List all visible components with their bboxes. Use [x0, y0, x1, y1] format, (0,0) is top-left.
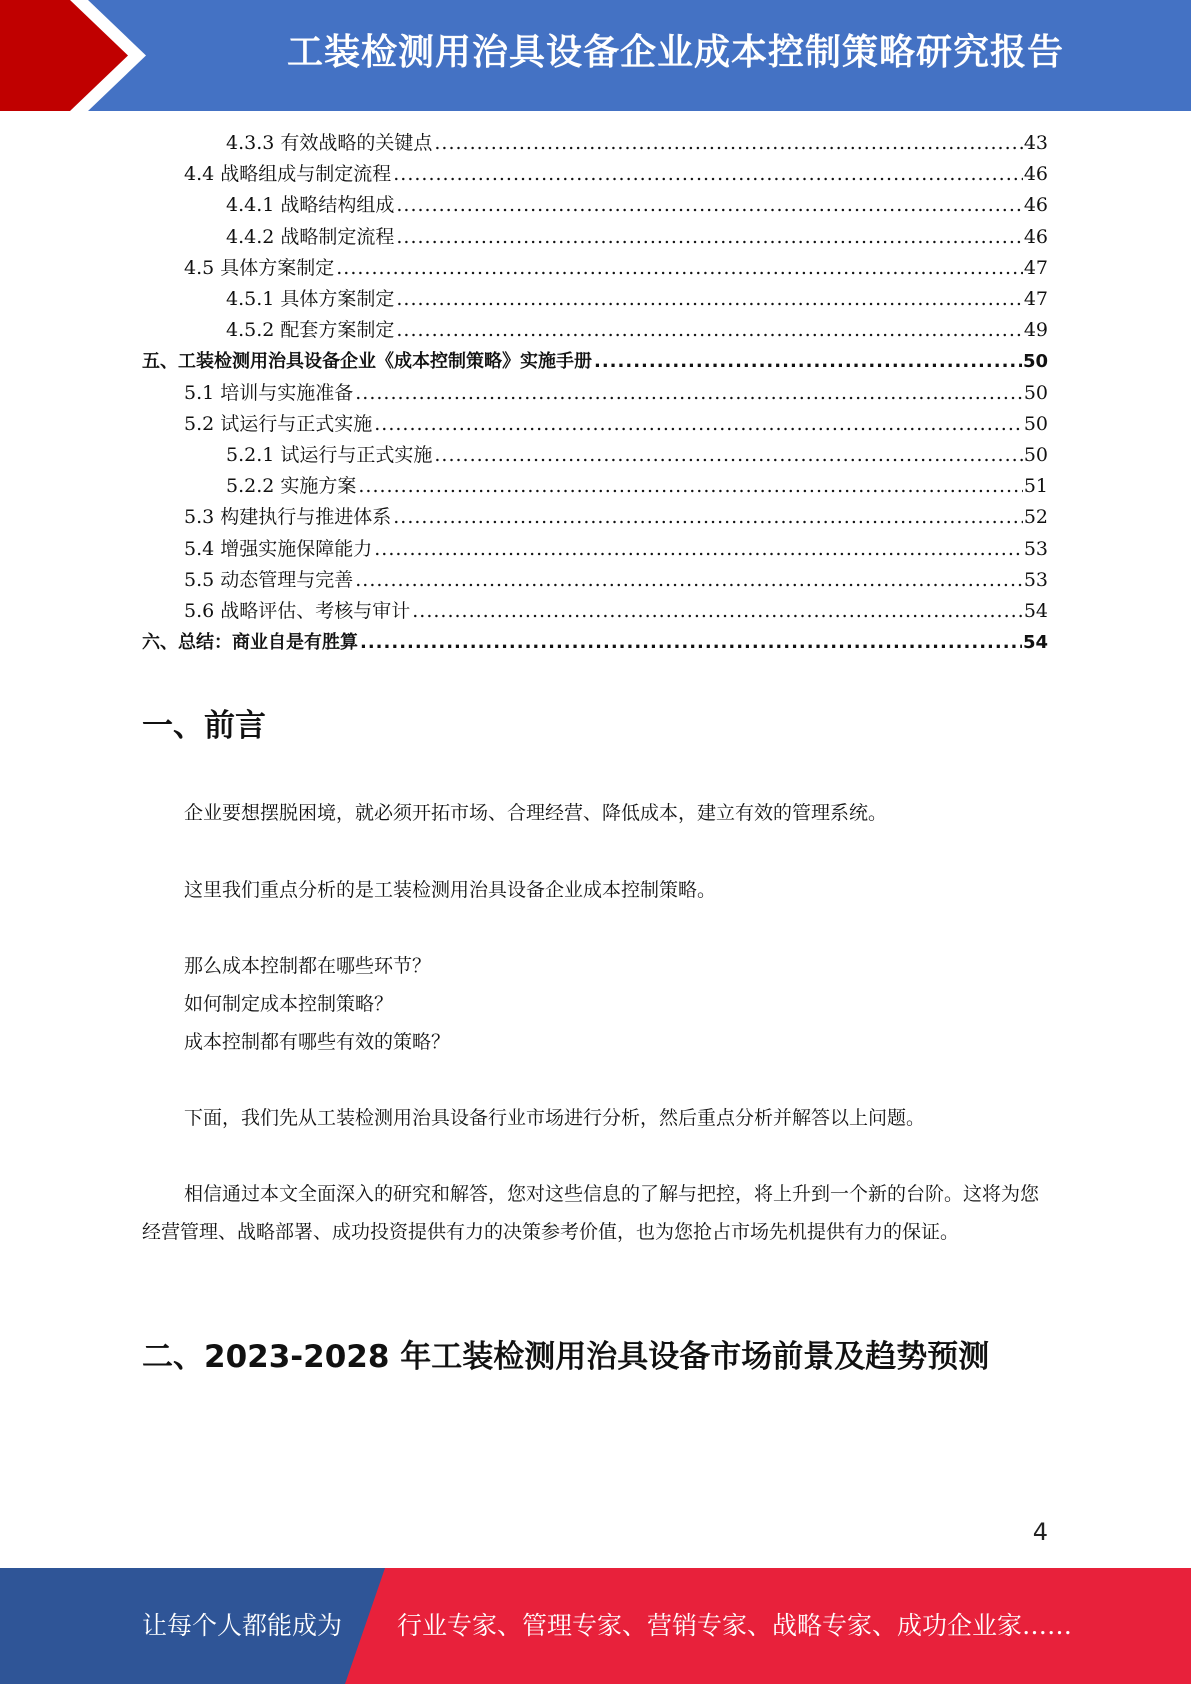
- toc-entry-label: 4.4.2 战略制定流程: [226, 225, 395, 248]
- toc-entry-page: 53: [1023, 568, 1048, 591]
- toc-entry-page: 47: [1023, 256, 1048, 279]
- toc-entry[interactable]: [184, 159, 1048, 190]
- toc-entry-page: 50: [1023, 412, 1048, 435]
- toc-entry-label: 4.5.1 具体方案制定: [226, 288, 395, 310]
- toc-entry-label: 4.4 战略组成与制定流程: [184, 163, 392, 186]
- toc-entry-page: 46: [1023, 163, 1048, 186]
- toc-entry-page: 54: [1022, 632, 1048, 654]
- toc-entry[interactable]: [142, 346, 1048, 377]
- toc-entry-page: 46: [1023, 194, 1048, 217]
- toc-entry-label: 5.5 动态管理与完善: [184, 568, 354, 591]
- toc-entry-label: 5.6 战略评估、考核与审计: [184, 600, 411, 622]
- toc-entry-page: 54: [1023, 600, 1048, 622]
- toc-entry[interactable]: [184, 253, 1048, 284]
- section-heading: 二、2023-2028 年工装检测用治具设备市场前景及趋势预测: [142, 1339, 990, 1375]
- toc-leader-dots: [393, 502, 1023, 533]
- toc-entry-label: 5.1 培训与实施准备: [184, 381, 354, 404]
- toc-leader-dots: [336, 253, 1023, 284]
- page-header: [0, 0, 1191, 111]
- toc-entry[interactable]: [226, 471, 1048, 502]
- toc-entry[interactable]: [226, 222, 1048, 253]
- paragraph: 下面，我们先从工装检测用治具设备行业市场进行分析，然后重点分析并解答以上问题。: [184, 1107, 926, 1129]
- paragraph: 如何制定成本控制策略？: [184, 993, 394, 1015]
- toc-entry-page: 46: [1023, 225, 1048, 248]
- toc-entry[interactable]: [184, 502, 1048, 533]
- toc-entry-page: 51: [1023, 475, 1048, 498]
- toc-entry-page: 43: [1023, 132, 1048, 154]
- toc-entry-page: 52: [1023, 506, 1048, 529]
- page-footer: [0, 1568, 1191, 1684]
- toc-entry[interactable]: [184, 534, 1048, 565]
- toc-leader-dots: [396, 315, 1022, 346]
- toc-leader-dots: [355, 565, 1023, 596]
- toc-entry[interactable]: [226, 284, 1048, 315]
- toc-leader-dots: [396, 190, 1022, 221]
- toc-leader-dots: [396, 222, 1022, 253]
- toc-leader-dots: [396, 284, 1022, 315]
- toc-leader-dots: [358, 471, 1022, 502]
- footer-slogan-right: 行业专家、管理专家、营销专家、战略专家、成功企业家……: [397, 1611, 1073, 1640]
- toc-leader-dots: [360, 627, 1022, 658]
- toc-entry-label: 五、工装检测用治具设备企业《成本控制策略》实施手册: [142, 351, 592, 373]
- toc-entry-label: 4.3.3 有效战略的关键点: [226, 132, 433, 154]
- toc-leader-dots: [594, 346, 1022, 377]
- header-chevron-icon: [0, 0, 150, 111]
- toc-entry[interactable]: [226, 190, 1048, 221]
- toc-entry[interactable]: [226, 440, 1048, 471]
- toc-leader-dots: [374, 409, 1023, 440]
- toc-entry-page: 50: [1023, 444, 1048, 466]
- toc-leader-dots: [355, 378, 1023, 409]
- toc-entry-label: 5.4 增强实施保障能力: [184, 537, 373, 560]
- toc-entry-label: 4.5.2 配套方案制定: [226, 319, 395, 342]
- toc-entry-label: 5.2.2 实施方案: [226, 475, 357, 498]
- toc-entry-label: 4.5 具体方案制定: [184, 256, 335, 279]
- paragraph: 这里我们重点分析的是工装检测用治具设备企业成本控制策略。: [184, 879, 717, 901]
- toc-leader-dots: [434, 440, 1022, 471]
- toc-entry-page: 50: [1023, 381, 1048, 404]
- toc-entry[interactable]: [184, 596, 1048, 627]
- toc-entry[interactable]: [184, 378, 1048, 409]
- toc-entry[interactable]: [184, 565, 1048, 596]
- preface-heading: 一、前言: [142, 708, 266, 744]
- report-title: 工装检测用治具设备企业成本控制策略研究报告: [286, 32, 1064, 73]
- toc-entry-page: 49: [1023, 319, 1048, 342]
- toc-leader-dots: [412, 596, 1023, 627]
- paragraph: 成本控制都有哪些有效的策略？: [184, 1031, 451, 1053]
- paragraph: 那么成本控制都在哪些环节？: [184, 955, 432, 977]
- toc-entry-label: 5.3 构建执行与推进体系: [184, 506, 392, 529]
- toc-entry[interactable]: [226, 315, 1048, 346]
- paragraph: 相信通过本文全面深入的研究和解答，您对这些信息的了解与把控，将上升到一个新的台阶。这将为您经营管理、战略部署、成功投资提供有力的决策参考价值，也为您抢占市场先机提供有力的保证。: [142, 1183, 1040, 1243]
- toc-entry-label: 5.2.1 试运行与正式实施: [226, 444, 433, 466]
- toc-entry-label: 4.4.1 战略结构组成: [226, 194, 395, 217]
- toc-entry[interactable]: [226, 128, 1048, 159]
- toc-entry-label: 5.2 试运行与正式实施: [184, 412, 373, 435]
- toc-entry-label: 六、总结：商业自是有胜算: [142, 632, 358, 654]
- paragraph: 企业要想摆脱困境，就必须开拓市场、合理经营、降低成本，建立有效的管理系统。: [184, 802, 888, 824]
- toc-leader-dots: [374, 534, 1023, 565]
- toc-leader-dots: [393, 159, 1023, 190]
- toc-entry[interactable]: [184, 409, 1048, 440]
- toc-entry-page: 47: [1023, 288, 1048, 310]
- toc-entry-page: 50: [1022, 351, 1048, 373]
- toc-leader-dots: [434, 128, 1022, 159]
- toc-entry-page: 53: [1023, 537, 1048, 560]
- footer-slogan-left: 让每个人都能成为: [142, 1611, 343, 1640]
- toc-entry[interactable]: [142, 627, 1048, 658]
- page-number: 4: [1032, 1518, 1048, 1546]
